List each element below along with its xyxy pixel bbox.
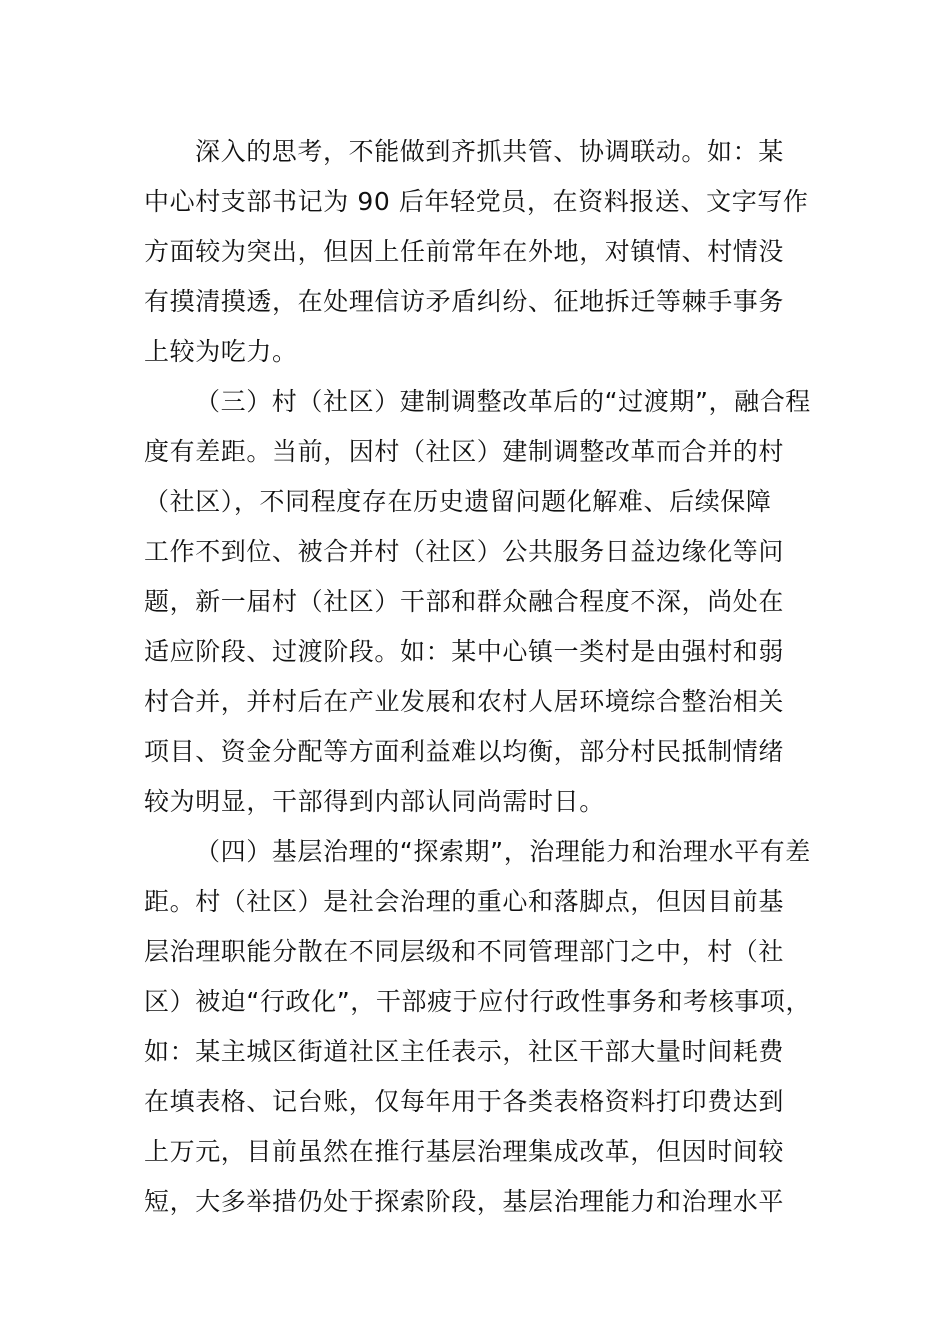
paragraph-line: 项目、资金分配等方面利益难以均衡，部分村民抵制情绪	[144, 737, 785, 766]
paragraph-line: 适应阶段、过渡阶段。如：某中心镇一类村是由强村和弱	[144, 637, 785, 666]
paragraph-line: 有摸清摸透，在处理信访矛盾纠纷、征地拆迁等棘手事务	[144, 287, 785, 316]
paragraph-line: 上较为吃力。	[144, 337, 298, 366]
paragraph-line: 如：某主城区街道社区主任表示，社区干部大量时间耗费	[144, 1037, 785, 1066]
paragraph-line: 层治理职能分散在不同层级和不同管理部门之中，村（社	[144, 937, 785, 966]
paragraph-line: 在填表格、记台账，仅每年用于各类表格资料打印费达到	[144, 1087, 785, 1116]
paragraph-line: （社区），不同程度存在历史遗留问题化解难、后续保障	[144, 487, 772, 516]
paragraph-line: 方面较为突出，但因上任前常年在外地，对镇情、村情没	[144, 237, 785, 266]
paragraph-line: 题，新一届村（社区）干部和群众融合程度不深，尚处在	[144, 587, 785, 616]
paragraph-line: 度有差距。当前，因村（社区）建制调整改革而合并的村	[144, 437, 785, 466]
section-heading-line: （三）村（社区）建制调整改革后的“过渡期”，融合程	[195, 387, 811, 416]
paragraph-line: 工作不到位、被合并村（社区）公共服务日益边缘化等问	[144, 537, 785, 566]
paragraph-line: 中心村支部书记为 90 后年轻党员，在资料报送、文字写作	[144, 187, 809, 216]
paragraph-line: 短，大多举措仍处于探索阶段，基层治理能力和治理水平	[144, 1187, 785, 1216]
paragraph-line: 村合并，并村后在产业发展和农村人居环境综合整治相关	[144, 687, 785, 716]
paragraph-line: 上万元，目前虽然在推行基层治理集成改革，但因时间较	[144, 1137, 785, 1166]
paragraph-line: 区）被迫“行政化”，干部疲于应付行政性事务和考核事项，	[144, 987, 812, 1016]
section-heading-line: （四）基层治理的“探索期”，治理能力和治理水平有差	[195, 837, 811, 866]
paragraph-line: 较为明显，干部得到内部认同尚需时日。	[144, 787, 605, 816]
paragraph-line: 距。村（社区）是社会治理的重心和落脚点，但因目前基	[144, 887, 785, 916]
paragraph-line: 深入的思考，不能做到齐抓共管、协调联动。如：某	[195, 137, 784, 166]
